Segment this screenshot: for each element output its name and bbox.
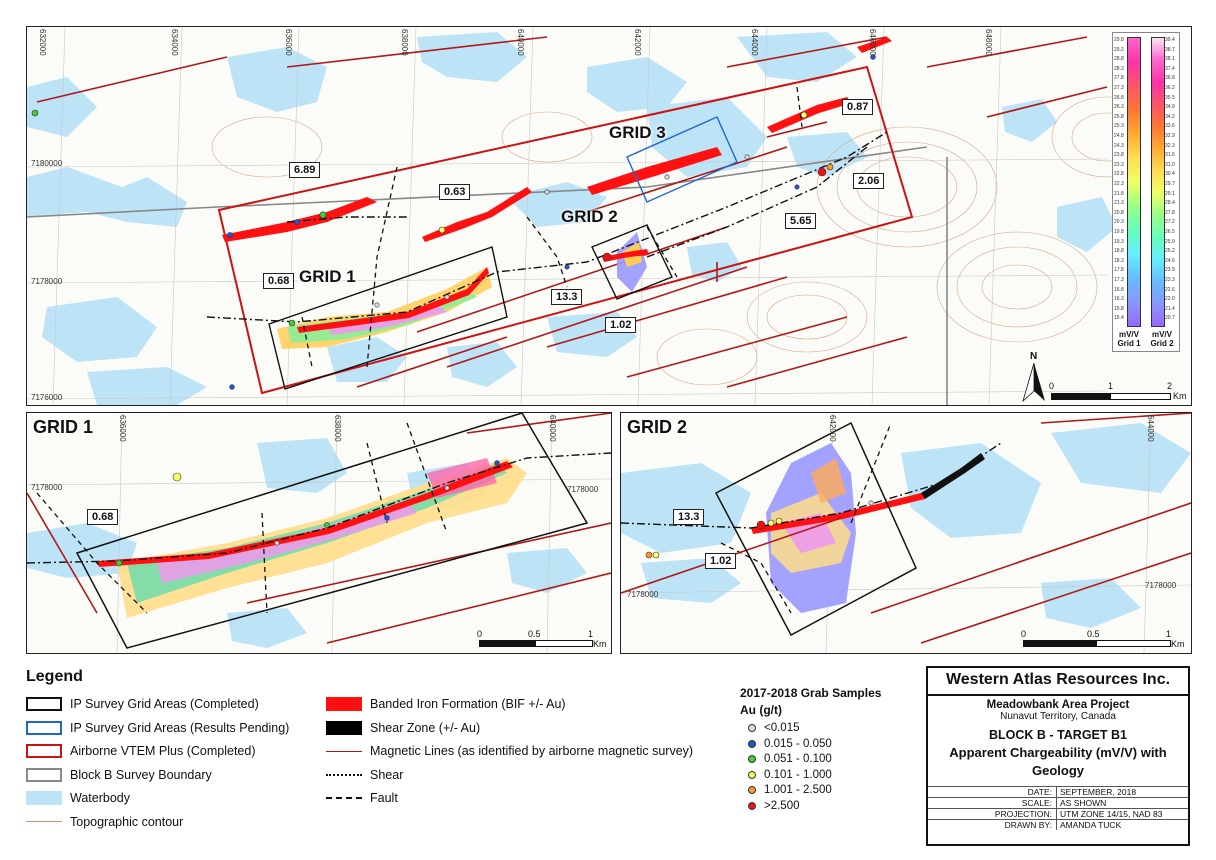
map-title: Apparent Chargeability (mV/V) with Geology: [949, 745, 1167, 778]
grab-sample-dot-icon: [748, 802, 756, 810]
grab-sample-dot-icon: [748, 755, 756, 763]
company-name: Western Atlas Resources Inc.: [928, 668, 1188, 696]
colorbar-grid1-tick: 16.8: [1114, 286, 1124, 293]
colorbar-grid1-tick: 19.8: [1114, 229, 1124, 235]
easting-label-634000: 634000: [170, 29, 179, 56]
inset-grid-2[interactable]: [620, 412, 1192, 654]
grab-sample-class: [748, 738, 832, 750]
grab-sample-class: [748, 800, 800, 812]
colorbar-grid1-tick: 21.8: [1114, 190, 1124, 197]
easting-label-632000: 632000: [38, 29, 47, 56]
grab-sample-label: 0.101 - 1.000: [764, 768, 832, 781]
colorbar-grid1-tick: 15.8: [1114, 305, 1124, 312]
grab-sample-dot-icon: [748, 740, 756, 748]
inset1-scale-1: 1: [588, 629, 594, 639]
legend-right-swatch: [326, 774, 362, 776]
colorbar-grid1-tick: 18.3: [1114, 257, 1124, 264]
inset-grid-2-canvas: [621, 413, 1191, 653]
grab-samples-subtitle: Au (g/t): [740, 703, 782, 717]
inset2-easting-644000: 644000: [1146, 415, 1155, 442]
title-block-value: AMANDA TUCK: [1060, 820, 1122, 830]
colorbar-grid2-tick: 27.2: [1165, 219, 1175, 226]
inset2-easting-642000: 642000: [828, 415, 837, 442]
inset2-scale-05: 0.5: [1087, 629, 1100, 639]
callout-5-65: 5.65: [785, 213, 816, 229]
title-block-row: [928, 819, 1188, 830]
north-arrow-icon: [1021, 357, 1047, 403]
colorbar-grid2-tick: 26.5: [1165, 229, 1175, 235]
callout-2-06: 2.06: [853, 173, 884, 189]
easting-label-648000: 648000: [984, 29, 993, 56]
grab-sample-label: 0.051 - 0.100: [764, 753, 832, 765]
grab-sample-class: [748, 769, 832, 781]
legend-left-label: Topographic contour: [70, 814, 184, 829]
colorbar-grid1: [1127, 37, 1141, 327]
inset1-northing-7178000-right: 7178000: [567, 485, 599, 494]
inset-callout-1-02: 1.02: [705, 553, 736, 569]
northing-label-7176000: 7176000: [31, 393, 63, 402]
colorbar-grid1-tick: 22.8: [1114, 171, 1124, 178]
legend-right-item: [326, 768, 403, 782]
colorbar-grid1-tick: 25.3: [1114, 123, 1124, 130]
colorbar-grid1-tick: 22.3: [1114, 181, 1124, 187]
inset1-scale-bar: [479, 640, 593, 647]
callout-0-68: 0.68: [263, 273, 294, 289]
grab-sample-dot-icon: [748, 724, 756, 732]
colorbar-grid1-tick: 21.3: [1114, 200, 1124, 207]
inset2-scale-unit: Km: [1171, 639, 1185, 649]
colorbar-grid1-tick: 27.3: [1114, 85, 1124, 91]
colorbar-grid1-tick: 29.2: [1114, 46, 1124, 53]
colorbar-grid1-tick: 25.8: [1114, 113, 1124, 120]
callout-13-3: 13.3: [551, 289, 582, 305]
colorbar-grid1-tick: 27.8: [1114, 75, 1124, 82]
colorbar-grid1-tick: 24.3: [1114, 142, 1124, 149]
grab-sample-dot-icon: [748, 786, 756, 794]
colorbar-grid1-tick: 24.8: [1114, 133, 1124, 139]
legend-left-item: [26, 697, 259, 711]
legend-left-label: IP Survey Grid Areas (Completed): [70, 697, 259, 711]
legend-left-swatch: [26, 791, 62, 805]
main-scale-2: 2: [1167, 381, 1173, 391]
northing-label-7180000: 7180000: [31, 159, 63, 168]
inset2-scale-bar: [1023, 640, 1171, 647]
colorbar-grid2-tick: 27.8: [1165, 209, 1175, 216]
legend-right-swatch: [326, 721, 362, 735]
title-block-value: SEPTEMBER, 2018: [1060, 787, 1137, 797]
legend-right-label: Fault: [370, 791, 398, 805]
legend-left-item: [26, 791, 130, 805]
title-block-key: SCALE:: [928, 798, 1057, 808]
colorbar-grid2: [1151, 37, 1165, 327]
easting-label-642000: 642000: [633, 29, 642, 56]
main-scale-0: 0: [1049, 381, 1055, 391]
legend-left-swatch: [26, 744, 62, 758]
legend-left-label: Block B Survey Boundary: [70, 767, 212, 782]
grid-2-label: GRID 2: [561, 207, 618, 226]
legend-left-item: [26, 815, 183, 829]
main-scale-bar: [1051, 393, 1171, 400]
colorbar-grid1-tick: 18.8: [1114, 248, 1124, 255]
colorbar-grid1-tick: 16.3: [1114, 296, 1124, 303]
inset-callout-0-68: 0.68: [87, 509, 118, 525]
colorbar-grid2-tick: 35.5: [1165, 94, 1175, 101]
grid-1-label: GRID 1: [299, 267, 356, 286]
colorbar-grid2-tick: 28.4: [1165, 200, 1175, 207]
legend-left-item: [26, 768, 212, 782]
colorbar-grid2-tick: 23.3: [1165, 277, 1175, 283]
inset-callout-13-3: 13.3: [673, 509, 704, 525]
grab-sample-label: 1.001 - 2.500: [764, 784, 832, 796]
easting-label-638000: 638000: [400, 29, 409, 56]
colorbar-grid2-tick: 20.7: [1165, 315, 1175, 322]
colorbar-grid2-tick: 34.9: [1165, 104, 1175, 111]
northing-label-7178000: 7178000: [31, 277, 63, 286]
callout-0-87: 0.87: [842, 99, 873, 115]
grab-samples-title-text: 2017-2018 Grab Samples: [740, 686, 882, 700]
colorbar-grid2-tick: 29.1: [1165, 190, 1175, 197]
colorbar-grid2-label: mV/V Grid 2: [1150, 330, 1174, 348]
inset2-northing-7178000: 7178000: [627, 590, 659, 599]
colorbar-grid1-tick: 17.8: [1114, 267, 1124, 274]
inset-grid-1-title: GRID 1: [33, 417, 94, 437]
inset2-scale-0: 0: [1021, 629, 1027, 639]
inset-grid-1-canvas: [27, 413, 611, 653]
legend-right-item: [326, 744, 693, 758]
colorbar-grid2-tick: 38.1: [1165, 56, 1175, 63]
easting-label-646000: 646000: [868, 29, 877, 56]
legend-right-item: [326, 721, 480, 735]
colorbar-grid2-tick: 34.2: [1165, 113, 1175, 120]
inset-grid-2-title: GRID 2: [627, 417, 688, 437]
legend-right-label: Banded Iron Formation (BIF +/- Au): [370, 697, 566, 711]
colorbar-grid1-tick: 19.3: [1114, 238, 1124, 245]
inset2-northing-7178000-right: 7178000: [1145, 581, 1177, 590]
inset1-northing-7178000: 7178000: [31, 483, 63, 492]
colorbar-grid2-tick: 38.7: [1165, 46, 1175, 53]
legend-left-label: IP Survey Grid Areas (Results Pending): [70, 720, 290, 735]
legend-right-swatch: [326, 751, 362, 752]
colorbar-grid1-tick: 23.8: [1114, 152, 1124, 159]
grab-sample-class: [748, 784, 832, 796]
title-block-key: DATE:: [928, 787, 1057, 797]
inset1-scale-unit: Km: [593, 639, 607, 649]
colorbar-grid2-tick: 31.0: [1165, 161, 1175, 168]
inset1-scale-0: 0: [477, 629, 483, 639]
legend-left-swatch: [26, 768, 62, 782]
colorbar-grid2-tick: 33.6: [1165, 123, 1175, 130]
grab-sample-label: 0.015 - 0.050: [764, 737, 832, 750]
legend-right-label: Magnetic Lines (as identified by airborne magnetic survey): [370, 744, 694, 758]
grab-sample-dot-icon: [748, 771, 756, 779]
grab-sample-label: <0.015: [764, 722, 800, 734]
grab-sample-label: >2.500: [764, 799, 800, 812]
project-name: Meadowbank Area Project: [986, 699, 1130, 711]
colorbar-grid2-tick: 21.4: [1165, 305, 1175, 312]
grid-3-label: GRID 3: [609, 123, 666, 142]
main-scale-1: 1: [1108, 381, 1114, 391]
chargeability-colorbar: [1112, 32, 1180, 352]
colorbar-grid2-tick: 22.6: [1165, 286, 1175, 293]
colorbar-grid2-tick: 29.7: [1165, 181, 1175, 187]
legend-left-swatch: [26, 697, 62, 711]
colorbar-grid1-tick: 28.8: [1114, 56, 1124, 63]
colorbar-grid2-tick: 23.9: [1165, 267, 1175, 274]
colorbar-grid2-tick: 36.2: [1165, 85, 1175, 91]
inset1-easting-636000: 636000: [118, 415, 127, 442]
title-block-key: PROJECTION:: [928, 809, 1057, 819]
legend-left-item: [26, 721, 289, 735]
legend-right-label: Shear Zone (+/- Au): [370, 720, 481, 735]
project-location: Nunavut Territory, Canada: [1000, 711, 1116, 722]
title-block-rows: [928, 786, 1188, 830]
colorbar-grid1-tick: 15.4: [1114, 315, 1124, 322]
colorbar-grid1-tick: 26.3: [1114, 104, 1124, 111]
callout-0-63: 0.63: [439, 184, 470, 200]
colorbar-grid2-tick: 32.3: [1165, 142, 1175, 149]
inset-grid-1[interactable]: [26, 412, 612, 654]
grab-sample-class: [748, 753, 832, 765]
title-block-value: UTM ZONE 14/15, NAD 83: [1060, 809, 1163, 819]
colorbar-grid2-tick: 36.8: [1165, 75, 1175, 82]
legend-left-item: [26, 744, 255, 758]
colorbar-grid1-tick: 23.3: [1114, 161, 1124, 168]
easting-label-636000: 636000: [284, 29, 293, 56]
colorbar-grid1-tick: 28.3: [1114, 65, 1124, 72]
inset1-easting-638000: 638000: [333, 415, 342, 442]
colorbar-grid1-tick: 26.8: [1114, 94, 1124, 101]
legend-right-item: [326, 791, 398, 805]
legend-left-label: Airborne VTEM Plus (Completed): [70, 744, 256, 758]
inset1-easting-640000: 640000: [548, 415, 557, 442]
title-block: [926, 666, 1190, 846]
inset1-scale-05: 0.5: [528, 629, 541, 639]
grab-sample-class: [748, 722, 800, 734]
legend-left-swatch: [26, 821, 62, 822]
title-block-row: [928, 808, 1188, 819]
title-block-row: [928, 786, 1188, 797]
main-scale-unit: Km: [1173, 391, 1187, 401]
legend-right-swatch: [326, 797, 362, 799]
colorbar-grid2-tick: 24.6: [1165, 257, 1175, 264]
colorbar-grid2-tick: 25.2: [1165, 248, 1175, 255]
north-label: N: [1030, 351, 1038, 362]
colorbar-grid2-tick: 25.9: [1165, 238, 1175, 245]
colorbar-grid1-tick: 17.3: [1114, 277, 1124, 283]
legend-right-swatch: [326, 697, 362, 711]
colorbar-grid2-tick: 22.0: [1165, 296, 1175, 303]
title-block-row: [928, 797, 1188, 808]
grab-samples-title: [740, 686, 881, 717]
legend-left-swatch: [26, 721, 62, 735]
target-name: BLOCK B - TARGET B1: [989, 728, 1127, 742]
legend-right-item: [326, 697, 566, 711]
legend-right-label: Shear: [370, 767, 404, 782]
colorbar-grid1-label: mV/V Grid 1: [1117, 330, 1141, 348]
callout-6-89: 6.89: [289, 162, 320, 178]
colorbar-grid2-tick: 39.4: [1165, 37, 1175, 43]
easting-label-640000: 640000: [516, 29, 525, 56]
legend-left-label: Waterbody: [70, 791, 130, 805]
colorbar-grid1-tick: 20.3: [1114, 219, 1124, 226]
inset2-scale-1: 1: [1166, 629, 1172, 639]
colorbar-grid1-tick: 29.8: [1114, 37, 1124, 43]
colorbar-grid1-tick: 20.8: [1114, 209, 1124, 216]
colorbar-grid2-tick: 32.9: [1165, 133, 1175, 139]
main-map[interactable]: [26, 26, 1192, 406]
colorbar-grid2-tick: 37.4: [1165, 65, 1175, 72]
easting-label-644000: 644000: [750, 29, 759, 56]
colorbar-grid2-tick: 31.6: [1165, 152, 1175, 159]
colorbar-grid2-tick: 30.4: [1165, 171, 1175, 178]
title-block-key: DRAWN BY:: [928, 820, 1057, 830]
title-block-value: AS SHOWN: [1060, 798, 1107, 808]
callout-1-02: 1.02: [605, 317, 636, 333]
legend-title: Legend: [26, 668, 83, 685]
